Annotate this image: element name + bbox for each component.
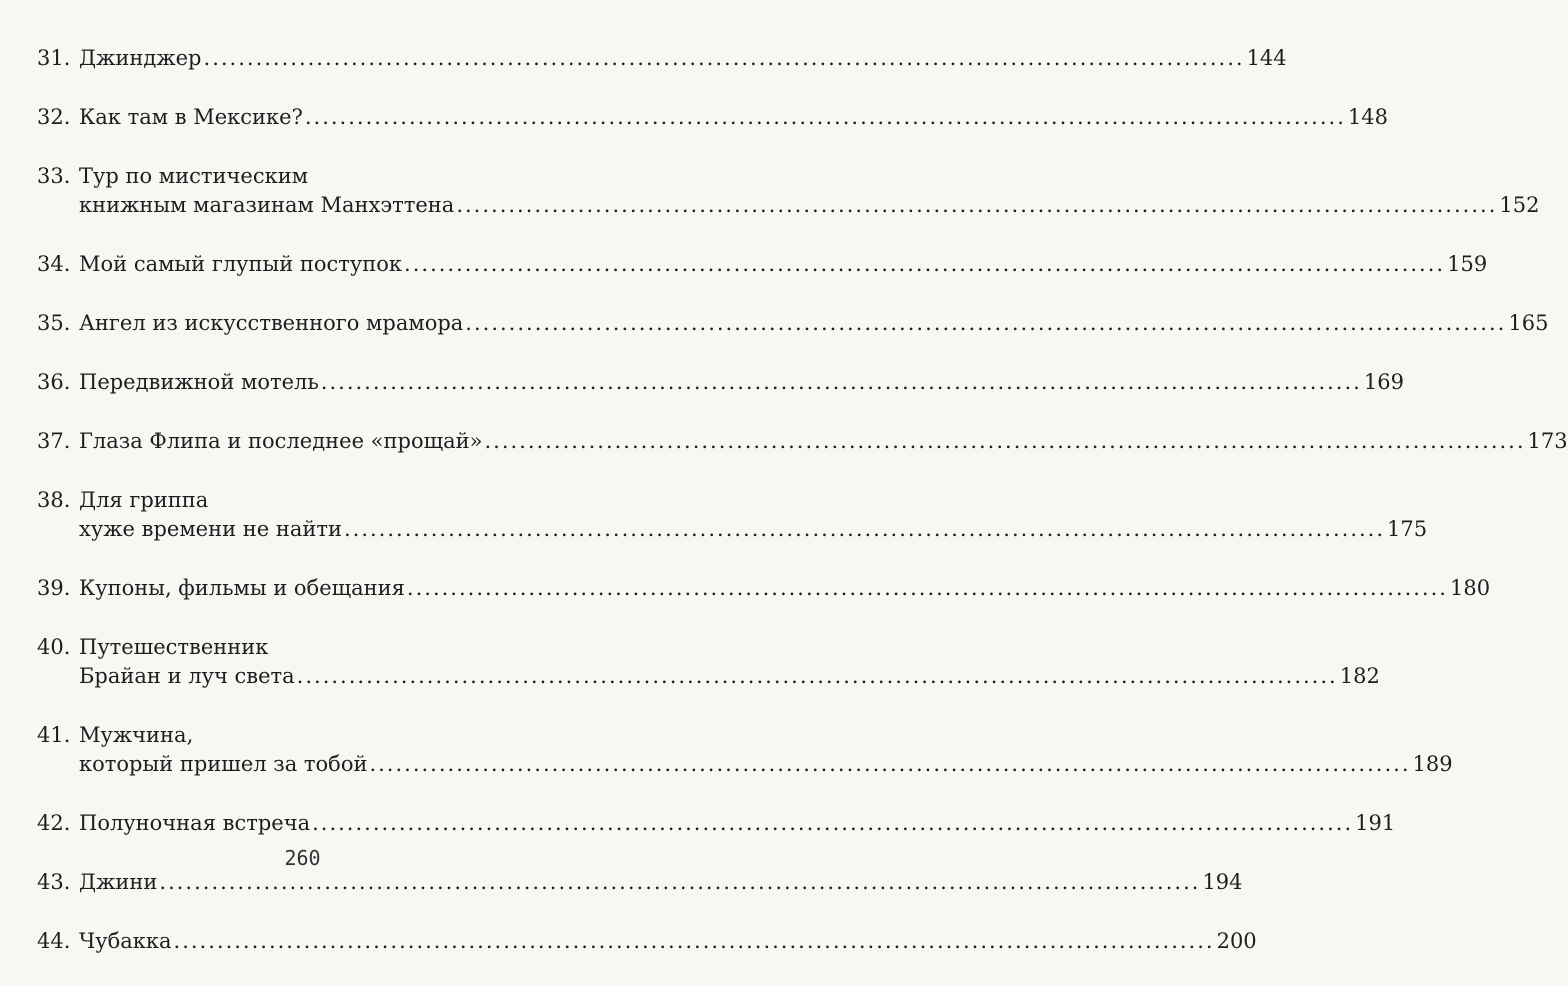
chapter-number: 43. — [37, 870, 71, 894]
chapter-title-text: Купоны, фильмы и обещания — [79, 576, 405, 600]
chapter-title — [79, 868, 1243, 897]
dot-leader — [456, 191, 1497, 220]
chapter-title-line — [79, 250, 1487, 279]
toc-entry — [37, 368, 1404, 397]
chapter-number: 36. — [37, 370, 71, 394]
dot-leader — [297, 662, 1338, 691]
chapter-page-number: 191 — [1355, 811, 1396, 835]
chapter-title-line — [79, 750, 1453, 779]
chapter-title — [79, 927, 1257, 956]
toc-entry — [37, 574, 1491, 603]
chapter-number: 44. — [37, 929, 71, 953]
chapter-title-text: который пришел за тобой — [79, 752, 368, 776]
chapter-page-number: 148 — [1347, 105, 1388, 129]
toc-entry — [37, 44, 1287, 73]
dot-leader — [485, 427, 1526, 456]
chapter-number: 38. — [37, 488, 71, 512]
chapter-page-number: 182 — [1339, 664, 1380, 688]
chapter-title-line — [79, 721, 1453, 750]
dot-leader — [305, 103, 1346, 132]
chapter-title-text: Тур по мистическим — [79, 164, 309, 188]
toc-entry — [37, 721, 1453, 779]
chapter-title — [79, 162, 1539, 220]
chapter-title-text: Ангел из искусственного мрамора — [79, 311, 464, 335]
table-of-contents — [37, 44, 1568, 986]
chapter-page-number: 173 — [1527, 429, 1568, 453]
chapter-title — [79, 250, 1487, 279]
chapter-title-line — [79, 868, 1243, 897]
chapter-number: 33. — [37, 164, 71, 188]
dot-leader — [159, 868, 1200, 897]
chapter-page-number: 189 — [1412, 752, 1453, 776]
chapter-number: 35. — [37, 311, 71, 335]
chapter-number: 39. — [37, 576, 71, 600]
toc-entry — [37, 250, 1488, 279]
toc-entry — [37, 162, 1540, 220]
chapter-title — [79, 486, 1427, 544]
chapter-number: 40. — [37, 635, 71, 659]
chapter-title-text: Мужчина, — [79, 723, 194, 747]
toc-entry — [37, 633, 1380, 691]
dot-leader — [312, 809, 1353, 838]
toc-entry — [37, 309, 1549, 338]
dot-leader — [321, 368, 1362, 397]
page-number: 260 — [284, 846, 321, 870]
chapter-title-line — [79, 662, 1380, 691]
chapter-title-text: Полуночная встреча — [79, 811, 311, 835]
chapter-title-text: Путешественник — [79, 635, 269, 659]
chapter-title — [79, 368, 1404, 397]
chapter-title-text: книжным магазинам Манхэттена — [79, 193, 455, 217]
toc-entry — [37, 427, 1568, 456]
chapter-page-number: 194 — [1202, 870, 1243, 894]
chapter-title — [79, 103, 1388, 132]
chapter-page-number: 144 — [1246, 46, 1287, 70]
chapter-title — [79, 44, 1287, 73]
chapter-title-line — [79, 162, 1539, 191]
dot-leader — [369, 750, 1410, 779]
toc-entry — [37, 809, 1396, 838]
chapter-title-text: хуже времени не найти — [79, 517, 342, 541]
dot-leader — [344, 515, 1385, 544]
chapter-title-line — [79, 427, 1568, 456]
chapter-title-text: Брайан и луч света — [79, 664, 295, 688]
chapter-title-line — [79, 309, 1548, 338]
chapter-title-text: Как там в Мексике? — [79, 105, 303, 129]
dot-leader — [204, 44, 1245, 73]
chapter-page-number: 165 — [1508, 311, 1549, 335]
chapter-number: 31. — [37, 46, 71, 70]
chapter-number: 42. — [37, 811, 71, 835]
chapter-title-text: Джинджер — [79, 46, 202, 70]
chapter-title-line — [79, 633, 1380, 662]
chapter-title-text: Передвижной мотель — [79, 370, 319, 394]
chapter-title-line — [79, 191, 1539, 220]
chapter-title-line — [79, 486, 1427, 515]
chapter-page-number: 159 — [1447, 252, 1488, 276]
chapter-title — [79, 574, 1490, 603]
chapter-title-text: Глаза Флипа и последнее «прощай» — [79, 429, 483, 453]
chapter-title-text: Для гриппа — [79, 488, 209, 512]
chapter-title-text: Чубакка — [79, 929, 172, 953]
chapter-title-line — [79, 44, 1287, 73]
dot-leader — [404, 250, 1445, 279]
dot-leader — [465, 309, 1506, 338]
chapter-title-line — [79, 103, 1388, 132]
chapter-number: 37. — [37, 429, 71, 453]
toc-entry — [37, 927, 1257, 956]
chapter-number: 34. — [37, 252, 71, 276]
chapter-title-line — [79, 515, 1427, 544]
chapter-title-line — [79, 927, 1257, 956]
toc-entry — [37, 486, 1428, 544]
chapter-page-number: 200 — [1216, 929, 1257, 953]
chapter-page-number: 175 — [1387, 517, 1428, 541]
chapter-title-line — [79, 574, 1490, 603]
chapter-title-text: Джини — [79, 870, 158, 894]
chapter-title — [79, 427, 1568, 456]
chapter-number: 32. — [37, 105, 71, 129]
toc-entry — [37, 103, 1388, 132]
chapter-title-text: Мой самый глупый поступок — [79, 252, 403, 276]
dot-leader — [174, 927, 1215, 956]
chapter-title-line — [79, 368, 1404, 397]
chapter-page-number: 180 — [1449, 576, 1491, 600]
chapter-number: 41. — [37, 723, 71, 747]
chapter-title — [79, 721, 1453, 779]
chapter-title — [79, 633, 1380, 691]
toc-entry — [37, 868, 1243, 897]
dot-leader — [407, 574, 1448, 603]
chapter-title-line — [79, 809, 1395, 838]
chapter-page-number: 152 — [1499, 193, 1540, 217]
chapter-title — [79, 309, 1548, 338]
chapter-title — [79, 809, 1395, 838]
chapter-page-number: 169 — [1363, 370, 1404, 394]
